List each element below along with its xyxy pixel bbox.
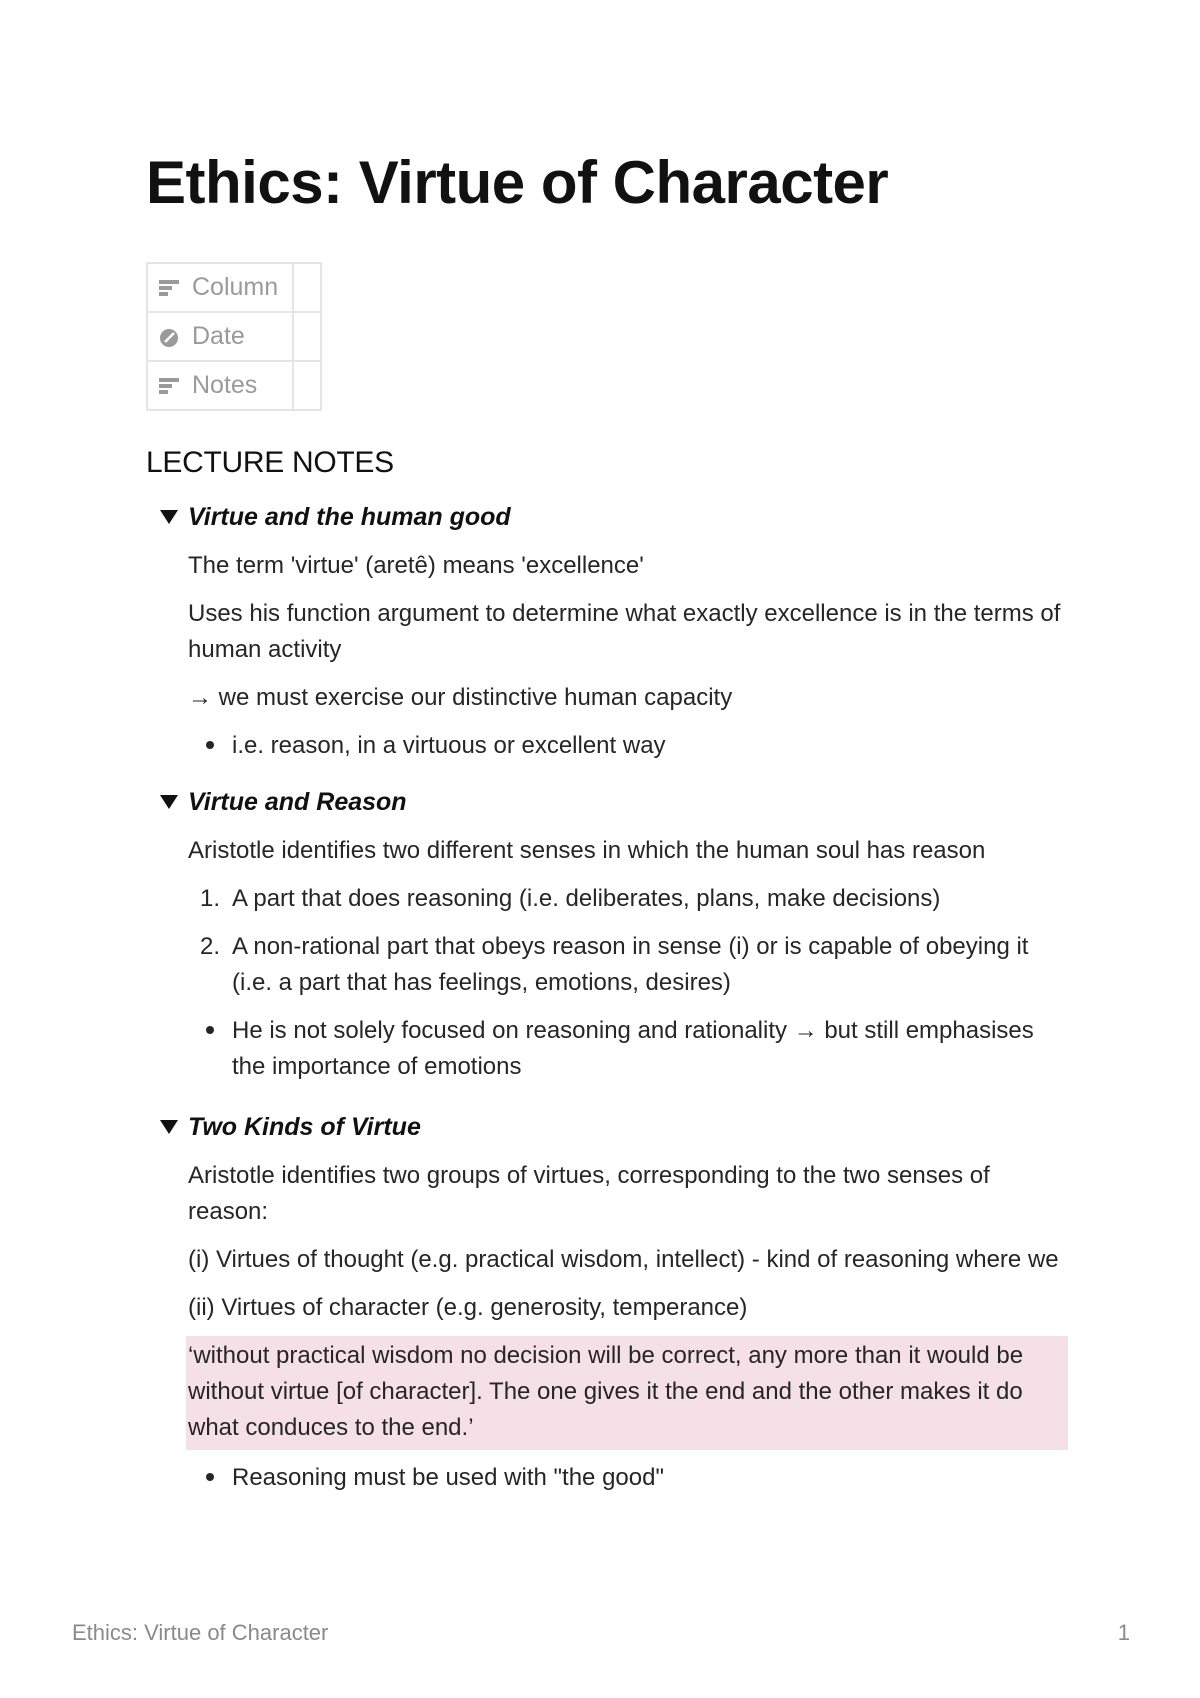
- text-property-icon: [158, 375, 180, 397]
- numbered-text: A part that does reasoning (i.e. deliberates, plans, make decisions): [232, 885, 941, 912]
- property-label: Date: [192, 322, 245, 350]
- bullet-item: [188, 728, 1068, 764]
- highlighted-quote: ‘without practical wisdom no decision will be correct, any more than it would be without virtue [of character]. The one gives it the end and the other makes it do what conduces to the end.’: [186, 1336, 1068, 1450]
- toggle-title: Virtue and the human good: [188, 502, 511, 531]
- paragraph: → we must exercise our distinctive human capacity: [188, 684, 733, 711]
- date-property-icon: [158, 326, 180, 348]
- toggle-title: Two Kinds of Virtue: [188, 1112, 421, 1141]
- numbered-text: A non-rational part that obeys reason in sense (i) or is capable of obeying it (i.e. a part that has feelings, emotions, desires): [232, 933, 1029, 996]
- numbered-item: [188, 929, 1068, 1001]
- footer-page-number: 1: [1117, 1620, 1130, 1645]
- footer-title: Ethics: Virtue of Character: [72, 1620, 329, 1645]
- bullet-item: [188, 1460, 1068, 1496]
- page-title: Ethics: Virtue of Character: [146, 149, 889, 216]
- property-value[interactable]: [293, 312, 321, 361]
- property-key[interactable]: [147, 361, 293, 410]
- paragraph: (ii) Virtues of character (e.g. generosity, temperance): [188, 1294, 748, 1321]
- bullet-marker: [188, 1460, 232, 1496]
- toggle-body: [188, 534, 1068, 764]
- bullet-text: Reasoning must be used with "the good": [232, 1464, 664, 1491]
- bullet-marker: [188, 1013, 232, 1085]
- property-row-date[interactable]: [147, 312, 321, 361]
- toggle-title: Virtue and Reason: [188, 787, 407, 816]
- number-marker: 1.: [199, 885, 220, 912]
- bullet-text: i.e. reason, in a virtuous or excellent way: [232, 732, 666, 759]
- text-property-icon: [158, 277, 180, 299]
- toggle-header[interactable]: [160, 500, 1070, 534]
- toggle-header[interactable]: [160, 1110, 1070, 1144]
- toggle-triangle-icon[interactable]: [160, 1120, 178, 1134]
- paragraph: Aristotle identifies two different senses in which the human soul has reason: [188, 837, 986, 864]
- bullet-item: [188, 1013, 1068, 1085]
- toggle-triangle-icon[interactable]: [160, 795, 178, 809]
- paragraph: (i) Virtues of thought (e.g. practical wisdom, intellect) - kind of reasoning where we: [188, 1246, 1059, 1273]
- property-row-notes[interactable]: [147, 361, 321, 410]
- property-key[interactable]: [147, 312, 293, 361]
- bullet-text: He is not solely focused on reasoning and rationality → but still emphasises the importance of emotions: [232, 1017, 1034, 1080]
- property-key[interactable]: [147, 263, 293, 312]
- toggle-header[interactable]: [160, 785, 1070, 819]
- toggle-block: [160, 500, 1070, 764]
- property-row-column[interactable]: [147, 263, 321, 312]
- property-label: Column: [192, 273, 279, 301]
- toggle-triangle-icon[interactable]: [160, 510, 178, 524]
- paragraph: Aristotle identifies two groups of virtues, corresponding to the two senses of reason:: [188, 1162, 990, 1225]
- section-heading: LECTURE NOTES: [146, 446, 394, 479]
- property-label: Notes: [192, 371, 258, 399]
- numbered-item: [188, 881, 1068, 917]
- paragraph: Uses his function argument to determine what exactly excellence is in the terms of human activity: [188, 600, 1061, 663]
- toggle-block: [160, 785, 1070, 1085]
- property-value[interactable]: [293, 361, 321, 410]
- property-value[interactable]: [293, 263, 321, 312]
- paragraph: The term 'virtue' (aretȇ) means 'excellence': [188, 552, 644, 579]
- toggle-block: [160, 1110, 1070, 1496]
- toggle-body: [188, 819, 1068, 1085]
- toggle-body: [188, 1144, 1068, 1496]
- number-marker: 2.: [199, 933, 220, 960]
- bullet-marker: [188, 728, 232, 764]
- properties-table: [146, 262, 322, 411]
